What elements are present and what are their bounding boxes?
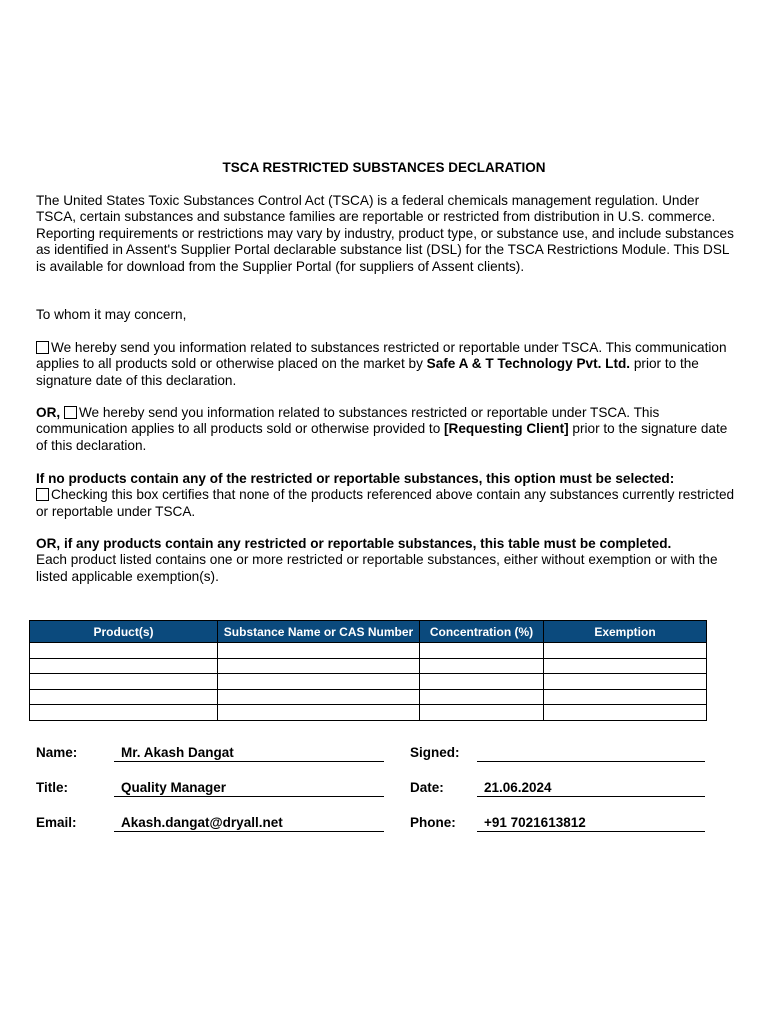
table-header-row [30,621,707,643]
option-placed-on-market-checkbox[interactable] [36,341,49,354]
option1-text-b: prior to the signature date of this declaration. [36,356,699,388]
option2-text-b: prior to the signature date of this declaration. [36,421,728,453]
table-cell[interactable] [30,674,218,690]
email-label: Email: [36,815,77,830]
table-cell[interactable] [30,643,218,659]
table-cell[interactable] [544,643,707,659]
header-products: Product(s) [30,621,218,643]
table-cell[interactable] [544,689,707,705]
table-cell[interactable] [218,689,420,705]
table-cell[interactable] [544,705,707,721]
name-label: Name: [36,745,78,760]
document-title: TSCA RESTRICTED SUBSTANCES DECLARATION [222,160,546,175]
table-row [30,658,707,674]
option4-heading: OR, if any products contain any restricted or reportable substances, this table must be completed. [36,536,672,551]
phone-label: Phone: [410,815,456,830]
option-requesting-client [36,405,736,454]
table-cell[interactable] [420,689,544,705]
table-cell[interactable] [30,689,218,705]
table-cell[interactable] [218,658,420,674]
table-row [30,674,707,690]
option-placed-on-market [36,340,736,389]
table-cell[interactable] [420,705,544,721]
header-substance: Substance Name or CAS Number [218,621,420,643]
option-requesting-client-checkbox[interactable] [64,406,77,419]
signature-field[interactable] [477,744,705,762]
option-substances-table [36,536,736,585]
option1-text-a: We hereby send you information related to substances restricted or reportable under TSCA. This communication applies to all products sold or otherwise placed on the market by [36,340,727,372]
or-prefix: OR, [36,405,61,420]
table-cell[interactable] [544,674,707,690]
header-concentration: Concentration (%) [420,621,544,643]
option3-text: Checking this box certifies that none of the products referenced above contain any substances currently restricted or reportable under TSCA. [36,487,735,519]
table-cell[interactable] [218,674,420,690]
substances-table [29,620,707,721]
requesting-client: [Requesting Client] [444,421,569,437]
table-cell[interactable] [218,705,420,721]
title-field[interactable]: Quality Manager [114,779,384,797]
table-row [30,689,707,705]
date-field[interactable]: 21.06.2024 [477,779,705,797]
salutation: To whom it may concern, [36,307,187,322]
no-substances-checkbox[interactable] [36,488,49,501]
table-row [30,643,707,659]
option4-text: Each product listed contains one or more restricted or reportable substances, either without exemption or with the listed applicable exemption(s). [36,552,718,584]
option-no-substances [36,471,736,520]
table-cell[interactable] [218,643,420,659]
intro-paragraph: The United States Toxic Substances Control Act (TSCA) is a federal chemicals management regulation. Under TSCA, certain substances and substance families are reportable or restricted from distribution in U.S. commerce. Reporting requirements or restrictions may vary by industry, product type, or substance use, and include substances as identified in Assent's Supplier Portal declarable substance list (DSL) for the TSCA Restrictions Module. This DSL is available for download from the Supplier Portal (for suppliers of Assent clients). [36,193,734,274]
table-cell[interactable] [420,658,544,674]
table-cell[interactable] [30,705,218,721]
table-cell[interactable] [30,658,218,674]
company-name: Safe A & T Technology Pvt. Ltd. [426,356,631,372]
date-label: Date: [410,780,444,795]
table-cell[interactable] [544,658,707,674]
name-field[interactable]: Mr. Akash Dangat [114,744,384,762]
table-cell[interactable] [420,643,544,659]
table-row [30,705,707,721]
phone-field[interactable]: +91 7021613812 [477,814,705,832]
table-cell[interactable] [420,674,544,690]
signed-label: Signed: [410,745,460,760]
option3-heading: If no products contain any of the restricted or reportable substances, this option must be selected: [36,471,675,486]
option2-text-a: We hereby send you information related to substances restricted or reportable under TSCA. This communication applies to all products sold or otherwise provided to [36,405,660,437]
title-label: Title: [36,780,69,795]
email-field[interactable]: Akash.dangat@dryall.net [114,814,384,832]
header-exemption: Exemption [544,621,707,643]
